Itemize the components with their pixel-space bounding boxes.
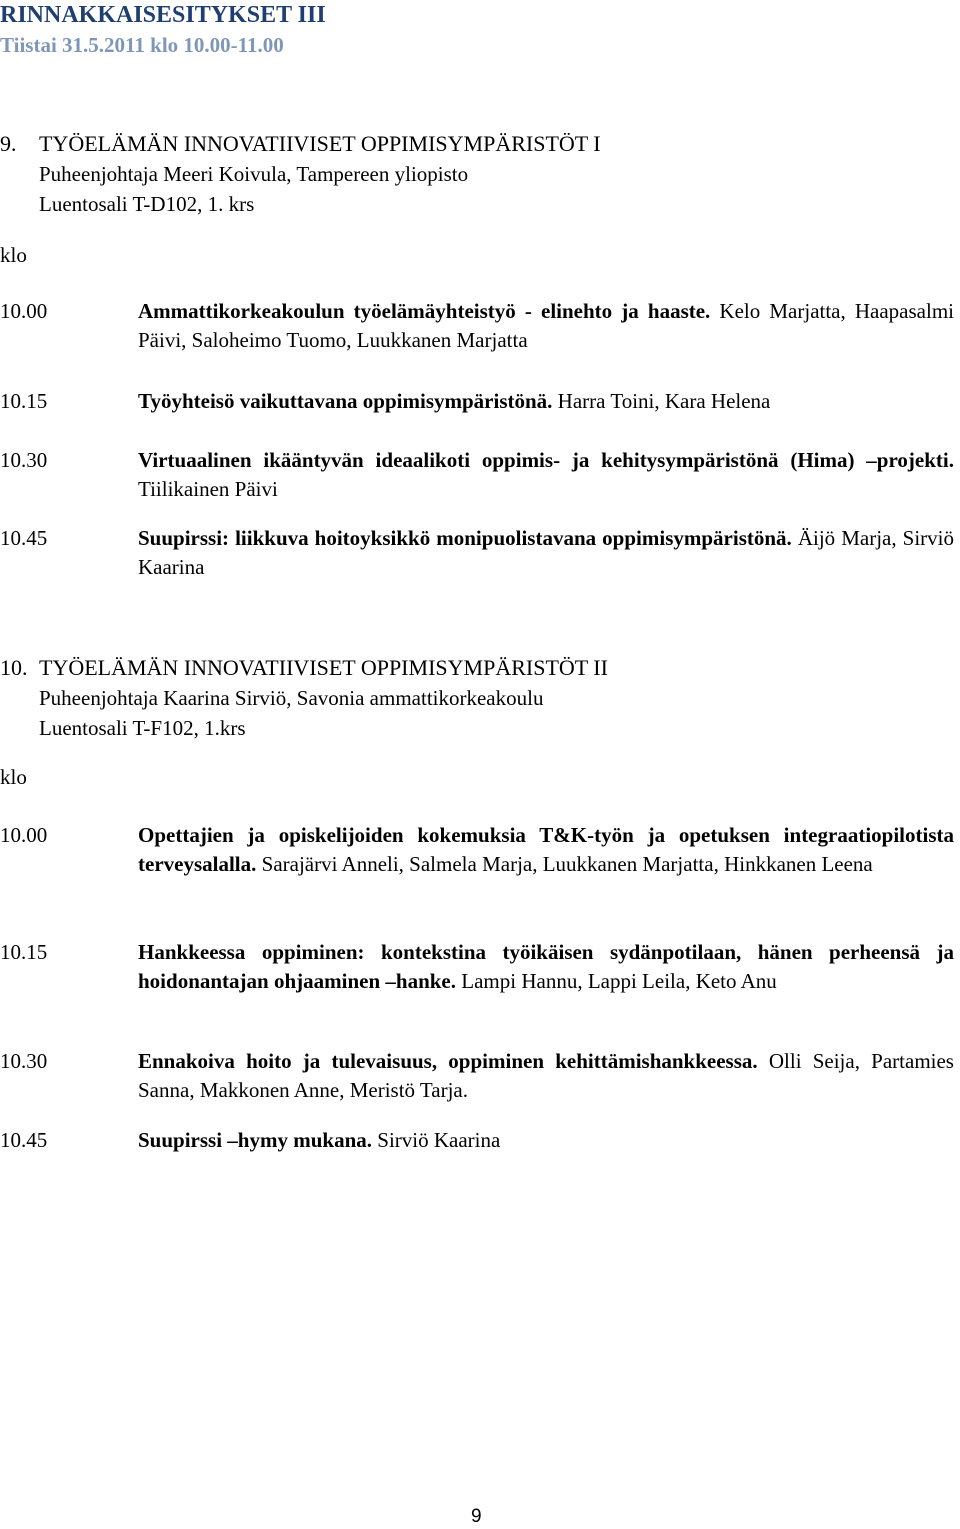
document-title: RINNAKKAISESITYKSET III <box>0 2 326 28</box>
entry-body <box>138 524 954 582</box>
section-chair: Puheenjohtaja Kaarina Sirviö, Savonia ammattikorkeakoulu <box>39 686 544 710</box>
entry-authors: Sirviö Kaarina <box>372 1128 501 1152</box>
section-room: Luentosali T-F102, 1.krs <box>39 716 246 740</box>
entry-time: 10.00 <box>0 299 48 323</box>
entry-body <box>138 297 954 355</box>
entry-time: 10.00 <box>0 823 48 847</box>
entry-time: 10.30 <box>0 1049 48 1073</box>
entry-title: Hankkeessa oppiminen: kontekstina työikäisen sydänpotilaan, hänen perheensä ja hoidonantajan ohjaaminen –hanke. <box>138 940 954 993</box>
entry-authors: Sarajärvi Anneli, Salmela Marja, Luukkanen Marjatta, Hinkkanen Leena <box>256 852 873 876</box>
klo-label: klo <box>0 243 27 267</box>
entry-title: Ammattikorkeakoulun työelämäyhteistyö - elinehto ja haaste. <box>138 299 711 323</box>
section-heading <box>0 653 608 683</box>
entry-title: Virtuaalinen ikääntyvän ideaalikoti oppimis- ja kehitysympäristönä (Hima) –projekti. <box>138 448 954 472</box>
page-number: 9 <box>471 1506 482 1527</box>
section-room: Luentosali T-D102, 1. krs <box>39 192 255 216</box>
entry-time: 10.45 <box>0 526 48 550</box>
section-number: 9. <box>0 131 17 156</box>
entry-body <box>138 821 954 879</box>
section-heading <box>0 129 601 159</box>
section-number: 10. <box>0 655 28 680</box>
entry-body <box>138 1047 954 1105</box>
entry-body <box>138 1126 954 1155</box>
entry-body <box>138 938 954 996</box>
entry-title: Opettajien ja opiskelijoiden kokemuksia T&K-työn ja opetuksen integraatiopilotista terveysalalla. <box>138 823 954 876</box>
entry-authors: Olli Seija, Partamies Sanna, Makkonen Anne, Meristö Tarja. <box>138 1049 954 1102</box>
entry-title: Suupirssi: liikkuva hoitoyksikkö monipuolistavana oppimisympäristönä. <box>138 526 792 550</box>
entry-authors: Lampi Hannu, Lappi Leila, Keto Anu <box>456 969 777 993</box>
entry-time: 10.15 <box>0 389 48 413</box>
entry-title: Työyhteisö vaikuttavana oppimisympäristönä. <box>138 389 553 413</box>
entry-authors: Tiilikainen Päivi <box>138 477 278 501</box>
section-chair: Puheenjohtaja Meeri Koivula, Tampereen yliopisto <box>39 162 469 186</box>
entry-authors: Kelo Marjatta, Haapasalmi Päivi, Saloheimo Tuomo, Luukkanen Marjatta <box>138 299 954 352</box>
entry-authors: Harra Toini, Kara Helena <box>552 389 771 413</box>
entry-body <box>138 446 954 504</box>
section-title: TYÖELÄMÄN INNOVATIIVISET OPPIMISYMPÄRISTÖT I <box>39 131 601 156</box>
entry-time: 10.45 <box>0 1128 48 1152</box>
section-title: TYÖELÄMÄN INNOVATIIVISET OPPIMISYMPÄRISTÖT II <box>39 655 608 680</box>
entry-authors: Äijö Marja, Sirviö Kaarina <box>138 526 954 579</box>
entry-body <box>138 387 954 416</box>
document-subtitle: Tiistai 31.5.2011 klo 10.00-11.00 <box>0 33 284 57</box>
klo-label: klo <box>0 765 27 789</box>
entry-time: 10.30 <box>0 448 48 472</box>
entry-time: 10.15 <box>0 940 48 964</box>
entry-title: Ennakoiva hoito ja tulevaisuus, oppiminen kehittämishankkeessa. <box>138 1049 758 1073</box>
entry-title: Suupirssi –hymy mukana. <box>138 1128 373 1152</box>
